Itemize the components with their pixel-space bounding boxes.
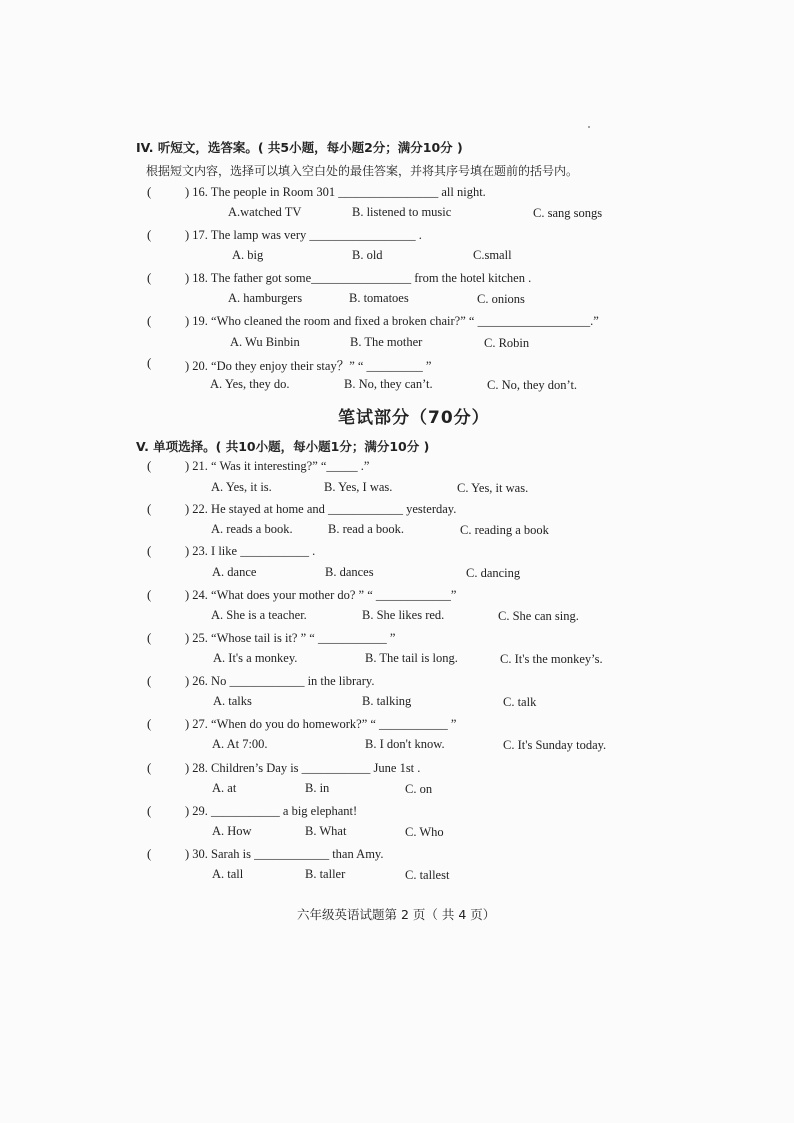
option-a: A. at (212, 781, 237, 795)
option-c: C. on (405, 782, 433, 796)
option-b: B. I don't know. (365, 737, 445, 751)
option-c: C. Robin (484, 336, 530, 350)
option-c: C. talk (503, 695, 537, 709)
option-b: B. talking (362, 694, 412, 708)
option-a: A. dance (212, 565, 257, 579)
question-21: ) 21. “ Was it interesting?” “_____ .” (185, 459, 370, 473)
question-26: ) 26. No ____________ in the library. (185, 674, 375, 688)
question-24: ) 24. “What does your mother do? ” “ ____________” (185, 588, 457, 602)
option-b: B. The tail is long. (365, 651, 458, 665)
answer-bracket: ( (147, 803, 152, 818)
option-b: B. What (305, 824, 347, 838)
question-28: ) 28. Children’s Day is ___________ June 1st . (185, 761, 421, 775)
answer-bracket: ( (147, 458, 152, 473)
answer-bracket: ( (147, 184, 152, 199)
option-a: A. big (232, 248, 264, 262)
option-a: A. Yes, they do. (210, 377, 290, 391)
option-c: C. It's Sunday today. (503, 738, 607, 752)
section-5-heading: V. 单项选择。( 共10小题，每小题1分；满分10分 ) (136, 439, 430, 454)
answer-bracket: ( (147, 501, 152, 516)
question-16: ) 16. The people in Room 301 ________________ all night. (185, 185, 486, 199)
option-c: C. It's the monkey’s. (500, 652, 603, 666)
option-a: A. It's a monkey. (213, 651, 298, 665)
option-c: C. No, they don’t. (487, 378, 578, 392)
question-30: ) 30. Sarah is ____________ than Amy. (185, 847, 384, 861)
option-c: C. Yes, it was. (457, 481, 529, 495)
question-22: ) 22. He stayed at home and ____________ yesterday. (185, 502, 457, 516)
answer-bracket: ( (147, 630, 152, 645)
written-part-title: 笔试部分（70分） (338, 408, 490, 428)
option-c: C. dancing (466, 566, 521, 580)
option-c: C.small (473, 248, 512, 262)
option-c: C. She can sing. (498, 609, 579, 623)
option-b: B. No, they can’t. (344, 377, 433, 391)
question-17: ) 17. The lamp was very _________________ . (185, 228, 422, 242)
question-23: ) 23. I like ___________ . (185, 544, 316, 558)
option-a: A. Wu Binbin (230, 335, 300, 349)
option-b: B. The mother (350, 335, 423, 349)
option-b: B. taller (305, 867, 346, 881)
option-b: B. dances (325, 565, 374, 579)
section-4-heading: IV. 听短文，选答案。( 共5小题，每小题2分；满分10分 ) (136, 140, 463, 155)
answer-bracket: ( (147, 355, 152, 370)
option-a: A. reads a book. (211, 522, 293, 536)
answer-bracket: ( (147, 270, 152, 285)
page-footer: 六年级英语试题第 2 页（ 共 4 页） (297, 907, 496, 922)
question-20: ) 20. “Do they enjoy their stay？” “ _________ ” (185, 359, 432, 373)
option-a: A. She is a teacher. (211, 608, 307, 622)
option-b: B. tomatoes (349, 291, 409, 305)
answer-bracket: ( (147, 673, 152, 688)
option-a: A. talks (213, 694, 252, 708)
option-c: C. onions (477, 292, 525, 306)
answer-bracket: ( (147, 760, 152, 775)
question-27: ) 27. “When do you do homework?” “ ___________ ” (185, 717, 457, 731)
option-c: C. tallest (405, 868, 450, 882)
answer-bracket: ( (147, 313, 152, 328)
answer-bracket: ( (147, 716, 152, 731)
answer-bracket: ( (147, 587, 152, 602)
option-b: B. old (352, 248, 383, 262)
option-b: B. in (305, 781, 330, 795)
option-a: A. At 7:00. (212, 737, 268, 751)
option-a: A. hamburgers (228, 291, 303, 305)
option-c: C. sang songs (533, 206, 603, 220)
option-b: B. read a book. (328, 522, 405, 536)
option-c: C. reading a book (460, 523, 549, 537)
question-18: ) 18. The father got some________________ from the hotel kitchen . (185, 271, 532, 285)
question-29: ) 29. ___________ a big elephant! (185, 804, 358, 818)
question-25: ) 25. “Whose tail is it? ” “ ___________ ” (185, 631, 396, 645)
option-b: B. Yes, I was. (324, 480, 393, 494)
option-a: A.watched TV (228, 205, 302, 219)
answer-bracket: ( (147, 846, 152, 861)
option-b: B. She likes red. (362, 608, 445, 622)
option-a: A. Yes, it is. (211, 480, 272, 494)
answer-bracket: ( (147, 543, 152, 558)
option-a: A. tall (212, 867, 244, 881)
option-a: A. How (212, 824, 252, 838)
option-c: C. Who (405, 825, 444, 839)
section-4-instruction: 根据短文内容，选择可以填入空白处的最佳答案，并将其序号填在题前的括号内。 (146, 164, 579, 178)
option-b: B. listened to music (352, 205, 452, 219)
scan-speck (588, 126, 590, 128)
answer-bracket: ( (147, 227, 152, 242)
question-19: ) 19. “Who cleaned the room and fixed a broken chair?” “ __________________.” (185, 314, 599, 328)
